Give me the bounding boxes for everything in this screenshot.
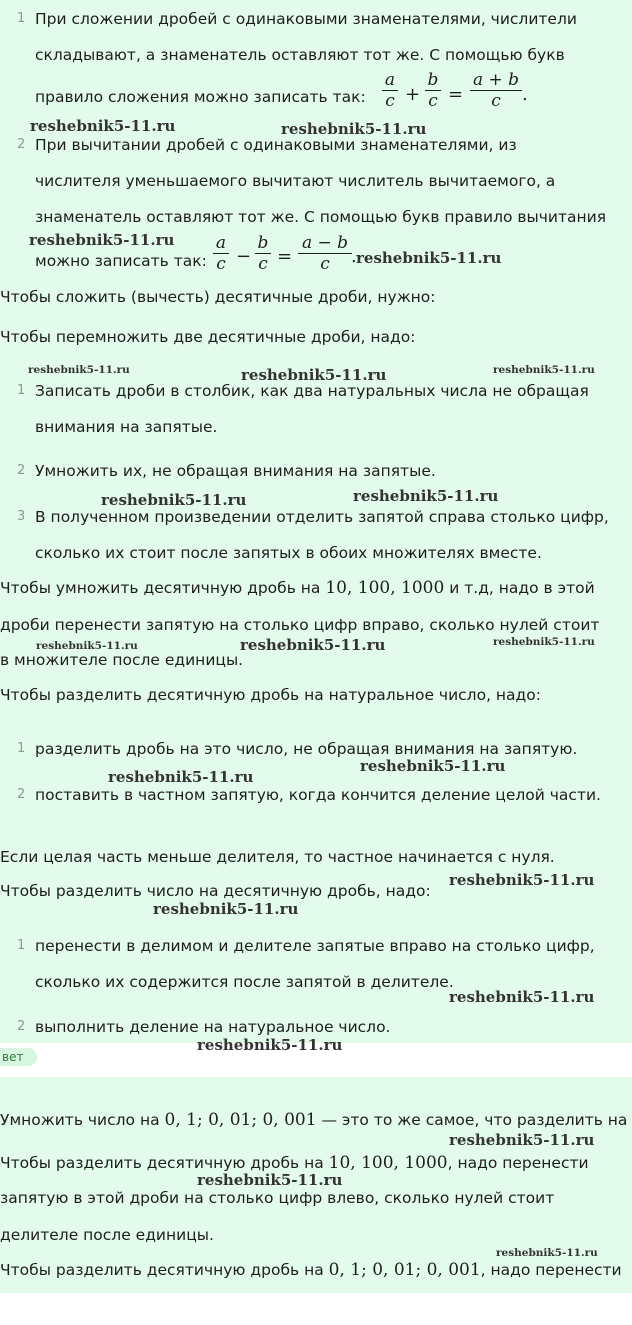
rule1-line2: складывают, а знаменатель оставляют тот же. С помощью букв xyxy=(35,46,565,64)
watermark: reshebnik5-11.ru xyxy=(241,366,387,384)
paragraph-add: Чтобы сложить (вычесть) десятичные дроби, нужно: xyxy=(0,288,436,306)
mul-step-1-line1: Записать дроби в столбик, как два натуральных числа не обращая xyxy=(35,382,589,400)
fraction-diff: $\frac{a - b}{c}$ xyxy=(298,233,352,271)
paragraph-mul10-line1: Чтобы умножить десятичную дробь на 10, 100, 1000 и т.д, надо в этой xyxy=(0,578,595,598)
rule1-line1: При сложении дробей с одинаковыми знаменателями, числители xyxy=(35,10,577,28)
watermark: reshebnik5-11.ru xyxy=(197,1171,343,1189)
list-number: 2 xyxy=(17,463,26,478)
mul-step-1-line2: внимания на запятые. xyxy=(35,418,218,436)
divnat-step-2: поставить в частном запятую, когда кончится деление целой части. xyxy=(35,786,601,804)
equals-sign: = xyxy=(277,246,293,267)
list-number: 1 xyxy=(17,11,26,26)
rule2-line1: При вычитании дробей с одинаковыми знаменателями, из xyxy=(35,136,517,154)
rule2-line4: можно записать так: xyxy=(35,252,207,270)
fraction-sum: $\frac{a + b}{c}$ xyxy=(470,70,522,111)
list-number: 1 xyxy=(17,383,26,398)
watermark: reshebnik5-11.ru xyxy=(36,640,138,652)
list-number: 3 xyxy=(17,509,26,524)
divdec-step-1-line2: сколько их содержится после запятой в делителе. xyxy=(35,973,454,991)
paragraph-zero: Если целая часть меньше делителя, то частное начинается с нуля. xyxy=(0,848,555,866)
minus-sign: − xyxy=(236,246,252,267)
watermark: reshebnik5-11.ru xyxy=(197,1036,343,1054)
watermark: reshebnik5-11.ru xyxy=(449,988,595,1006)
watermark: reshebnik5-11.ru xyxy=(353,487,499,505)
answer-line3: запятую в этой дроби на столько цифр влево, сколько нулей стоит xyxy=(0,1189,555,1207)
divnat-step-1: разделить дробь на это число, не обращая внимания на запятую. xyxy=(35,740,578,758)
rule1-line3: правило сложения можно записать так: xyxy=(35,88,366,106)
paragraph-mul10-line3: в множителе после единицы. xyxy=(0,651,244,669)
fraction-b-c: $\frac{b}{c}$ xyxy=(425,70,441,111)
answer-tab[interactable]: вет xyxy=(0,1048,37,1066)
watermark: reshebnik5-11.ru xyxy=(449,871,595,889)
page-bottom xyxy=(0,1293,632,1325)
watermark: reshebnik5-11.ru xyxy=(30,117,176,135)
paragraph-mul: Чтобы перемножить две десятичные дроби, надо: xyxy=(0,328,416,346)
mul-step-3-line1: В полученном произведении отделить запятой справа столько цифр, xyxy=(35,508,609,526)
list-number: 2 xyxy=(17,137,26,152)
watermark: reshebnik5-11.ru xyxy=(493,636,595,648)
watermark: reshebnik5-11.ru xyxy=(108,768,254,786)
watermark: reshebnik5-11.ru xyxy=(493,364,595,376)
rule2-line2: числителя уменьшаемого вычитают числитель вычитаемого, а xyxy=(35,172,556,190)
answer-line5: Чтобы разделить десятичную дробь на 0, 1; 0, 01; 0, 001, надо перенести xyxy=(0,1260,622,1280)
list-number: 2 xyxy=(17,787,26,802)
list-number: 2 xyxy=(17,1019,26,1034)
watermark: reshebnik5-11.ru xyxy=(449,1131,595,1149)
fraction-b-c: $\frac{b}{c}$ xyxy=(255,233,271,271)
watermark: reshebnik5-11.ru xyxy=(496,1247,598,1259)
divdec-step-2: выполнить деление на натуральное число. xyxy=(35,1018,391,1036)
watermark: reshebnik5-11.ru xyxy=(356,249,502,267)
period: . xyxy=(351,246,357,267)
watermark: reshebnik5-11.ru xyxy=(28,364,130,376)
list-number: 1 xyxy=(17,741,26,756)
watermark: reshebnik5-11.ru xyxy=(281,120,427,138)
mul-step-2: Умножить их, не обращая внимания на запятые. xyxy=(35,462,436,480)
paragraph-mul10-line2: дроби перенести запятую на столько цифр вправо, сколько нулей стоит xyxy=(0,616,600,634)
mul-step-3-line2: сколько их стоит после запятых в обоих множителях вместе. xyxy=(35,544,542,562)
list-number: 1 xyxy=(17,938,26,953)
watermark: reshebnik5-11.ru xyxy=(240,636,386,654)
rule2-line3: знаменатель оставляют тот же. С помощью букв правило вычитания xyxy=(35,208,607,226)
fraction-a-c: $\frac{a}{c}$ xyxy=(213,233,229,271)
divdec-step-1-line1: перенести в делимом и делителе запятые вправо на столько цифр, xyxy=(35,937,595,955)
equals-sign: = xyxy=(448,84,464,105)
fraction-a-c: $\frac{a}{c}$ xyxy=(382,70,398,111)
period: . xyxy=(522,84,528,105)
plus-sign: + xyxy=(405,84,421,105)
watermark: reshebnik5-11.ru xyxy=(101,491,247,509)
answer-line4: делителе после единицы. xyxy=(0,1226,214,1244)
answer-line1: Умножить число на 0, 1; 0, 01; 0, 001 — это то же самое, что разделить на xyxy=(0,1110,628,1130)
watermark: reshebnik5-11.ru xyxy=(360,757,506,775)
paragraph-divnat: Чтобы разделить десятичную дробь на натуральное число, надо: xyxy=(0,686,541,704)
watermark: reshebnik5-11.ru xyxy=(29,231,175,249)
answer-line2: Чтобы разделить десятичную дробь на 10, 100, 1000, надо перенести xyxy=(0,1153,589,1173)
watermark: reshebnik5-11.ru xyxy=(153,900,299,918)
paragraph-divdec: Чтобы разделить число на десятичную дробь, надо: xyxy=(0,882,431,900)
